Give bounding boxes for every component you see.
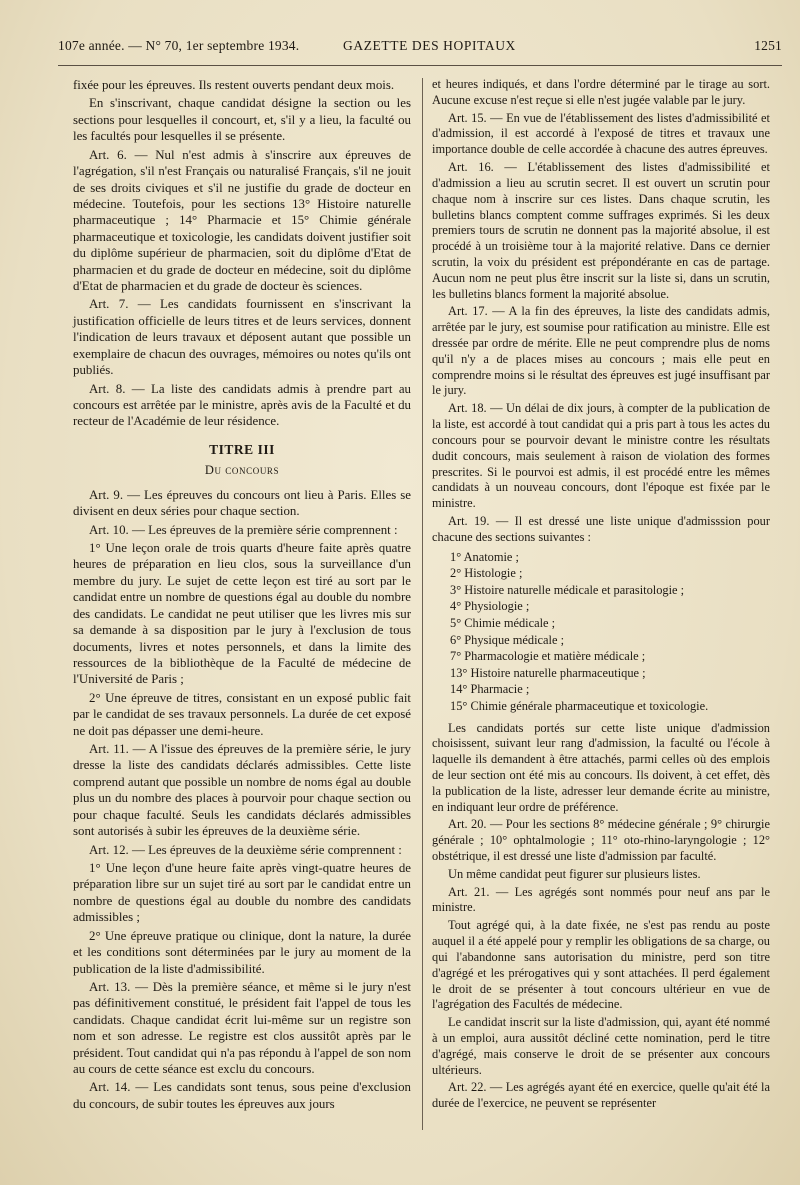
article-19: Art. 19. — Il est dressé une liste unique d'admisssion pour chacune des sections suivantes : <box>432 513 770 544</box>
paragraph: En s'inscrivant, chaque candidat désigne la section ou les sections pour lesquelles il concourt, et, s'il y a lieu, la faculté ou les facultés pour lesquelles il se présente. <box>73 96 411 144</box>
list-item: 2° Histologie ; <box>450 566 523 581</box>
sections-list <box>432 549 770 715</box>
paragraph: 2° Une épreuve pratique ou clinique, dont la nature, la durée et les conditions sont déterminées par le jury au moment de la publication de la liste d'admissibilité. <box>73 928 411 976</box>
column-divider <box>422 78 423 1130</box>
left-column <box>73 77 411 1114</box>
article-22: Art. 22. — Les agrégés ayant été en exercice, quelle qu'ait été la durée de l'exercice, ne peuvent se représenter <box>432 1080 770 1111</box>
article-8: Art. 8. — La liste des candidats admis à prendre part au concours est arrêtée par le ministre, après avis de la Faculté et du recteur de l'Académie de leur résidence. <box>73 381 411 429</box>
list-item: 5° Chimie médicale ; <box>450 615 556 630</box>
paragraph: et heures indiqués, et dans l'ordre déterminé par le tirage au sort. Aucune excuse n'est reçue si elle n'est jugée valable par le jury. <box>432 77 770 107</box>
list-item: 7° Pharmacologie et matière médicale ; <box>450 649 646 664</box>
article-9: Art. 9. — Les épreuves du concours ont lieu à Paris. Elles se divisent en deux séries pour chaque section. <box>73 487 411 519</box>
article-12: Art. 12. — Les épreuves de la deuxième série comprennent : <box>89 842 402 857</box>
header-rule <box>58 65 782 66</box>
list-item: 1° Anatomie ; <box>450 549 519 564</box>
paragraph: 1° Une leçon d'une heure faite après vingt-quatre heures de préparation libre sur un sujet tiré au sort par le candidat entre un nombre de questions égal au double du nombre des candidats admissibles ; <box>73 860 411 925</box>
paragraph: 1° Une leçon orale de trois quarts d'heure faite après quatre heures de préparation en lieu clos, sous la surveillance d'un membre du jury. Le sujet de cette leçon est tiré au sort par le candidat entre un nombre de questions égal au double du nombre des candidats. Le candidat ne peut utiliser que les livres mis sur sa demande à sa disposition par le jury à l'exclusion de tous documents, livres et notes personnels, et dans la limite des ressources de la bibliothèque de la Faculté de médecine de l'Université de Paris ; <box>73 540 411 687</box>
article-17: Art. 17. — A la fin des épreuves, la liste des candidats admis, arrêtée par le jury, est soumise pour ratification au ministre. Elle est dressée par ordre de mérite. Elle ne peut comprendre plus de noms qu'il n'y a de places mises au concours ; mais elle peut en comprendre moins si le résultat des épreuves est jugé insuffisant par le jury. <box>432 304 770 398</box>
issue-info: 107e année. — N° 70, 1er septembre 1934. <box>58 38 300 53</box>
list-item: 14° Pharmacie ; <box>450 682 530 697</box>
list-item: 4° Physiologie ; <box>450 599 530 614</box>
article-15: Art. 15. — En vue de l'établissement des listes d'admissibilité et d'admission, il est accordé à l'exposé de titres et travaux une importance double de celle accordée à chacune des autres épreuves. <box>432 110 770 157</box>
paragraph: 2° Une épreuve de titres, consistant en un exposé public fait par le candidat de ses travaux personnels. La durée de cet exposé ne doit pas dépasser une demi-heure. <box>73 690 411 738</box>
paragraph: Les candidats portés sur cette liste unique d'admission choisissent, suivant leur rang d'admission, la faculté ou l'école à laquelle ils demandent à être attachés, parmi celles où des emplois de leur section ont été mis au concours. Ils doivent, à cet effet, dès la publication de la liste, adresser leur demande écrite au ministre, en indiquant leur ordre de préférence. <box>432 720 770 814</box>
page-number: 1251 <box>754 38 782 53</box>
article-10: Art. 10. — Les épreuves de la première série comprennent : <box>89 522 398 537</box>
paragraph: Tout agrégé qui, à la date fixée, ne s'est pas rendu au poste auquel il a été appelé pour y remplir les obligations de sa charge, ou qui l'abandonne sans autorisation du ministre, perd son titre d'agrégé et les prérogatives qui y sont attachées. Il perd également le droit de se présenter à tout concours ultérieur en vue de l'agrégation des Facultés de médecine. <box>432 918 770 1012</box>
article-11: Art. 11. — A l'issue des épreuves de la première série, le jury dresse la liste des candidats déclarés admissibles. Cette liste comprend autant que possible un nombre de noms égal au double plus un du nombre des places à pourvoir pour chaque section ou pour chaque faculté. Seuls les candidats déclarés admissibles sont autorisés à subir les épreuves de la deuxième série. <box>73 742 411 839</box>
paragraph: fixée pour les épreuves. Ils restent ouverts pendant deux mois. <box>73 78 395 92</box>
article-21: Art. 21. — Les agrégés sont nommés pour neuf ans par le ministre. <box>432 884 770 915</box>
list-item: 6° Physique médicale ; <box>450 632 565 647</box>
section-subtitle: Du concours <box>204 463 280 478</box>
right-column <box>432 77 770 1114</box>
article-14: Art. 14. — Les candidats sont tenus, sous peine d'exclusion du concours, de subir toutes les épreuves aux jours <box>73 1080 411 1111</box>
article-18: Art. 18. — Un délai de dix jours, à compter de la publication de la liste, est accordé à tout candidat qui a pris part à tous les actes du concours pour se pourvoir devant le ministre contre les résultats dudit concours, mais seulement à raison de violation des formes prescrites. Si le pourvoi est admis, il est procédé entre les mêmes candidats à un nouveau concours, dont l'époque est fixée par le ministre. <box>432 401 770 511</box>
article-6: Art. 6. — Nul n'est admis à s'inscrire aux épreuves de l'agrégation, s'il n'est Français ou naturalisé Français, s'il ne jouit de ses droits civiques et s'il ne justifie du grade de docteur en médecine. Toutefois, pour les sections 13° Histoire naturelle pharmaceutique ; 14° Pharmacie et 15° Chimie générale pharmaceutique et toxicologie, les candidats doivent justifier soit du diplôme supérieur de pharmacien, soit du diplôme d'Etat de pharmacien et du grade de docteur en médecine, soit du diplôme d'Etat de pharmacien et du grade de docteur ès sciences. <box>73 147 411 294</box>
paragraph: Un même candidat peut figurer sur plusieurs listes. <box>448 866 701 881</box>
article-7: Art. 7. — Les candidats fournissent en s'inscrivant la justification officielle de leurs titres et de leurs services, donnent l'indication de leurs travaux et déposent autant que possible un exemplaire de chacun des ouvrages, mémoires ou notes qu'ils ont publiés. <box>73 297 411 378</box>
article-13: Art. 13. — Dès la première séance, et même si le jury n'est pas définitivement constitué, le président fait l'appel de tous les candidats. Chaque candidat écrit lui-même sur un registre son nom et son adresse. Le registre est clos aussitôt après par le président. Tout candidat qui n'a pas répondu à l'appel de son nom au cours de cette séance est exclu du concours. <box>73 979 411 1077</box>
list-item: 13° Histoire naturelle pharmaceutique ; <box>450 665 646 680</box>
article-16: Art. 16. — L'établissement des listes d'admissibilité et d'admission a lieu au scrutin secret. Il est ouvert un scrutin pour chaque nom à inscrire sur ces listes. Dans chaque scrutin, les bulletins blancs comptent comme suffrages exprimés. Si les deux premiers tours de scrutin ne donnent pas la majorité absolue, il est procédé à un troisième tour à la majorité relative. Dans ce dernier scrutin, la voix du président est prépondérante en cas de partage. Aucun nom ne peut plus être inscrit sur la liste si, dans un scrutin, les bulletins blancs forment la majorité absolue. <box>432 160 770 301</box>
article-20: Art. 20. — Pour les sections 8° médecine générale ; 9° chirurgie générale ; 10° ophtalmologie ; 11° oto-rhino-laryngologie ; 12° obstétrique, il est dressé une liste d'admission par faculté. <box>432 817 770 863</box>
list-item: 3° Histoire naturelle médicale et parasitologie ; <box>450 582 685 597</box>
page-header <box>58 38 782 60</box>
journal-title: GAZETTE DES HOPITAUX <box>343 38 516 53</box>
section-title: TITRE III <box>209 441 275 457</box>
paragraph: Le candidat inscrit sur la liste d'admission, qui, ayant été nommé à un emploi, aura aussitôt décliné cette nomination, perd le titre d'agrégé, mais conserve le droit de se présenter aux concours ultérieurs. <box>432 1015 770 1077</box>
list-item: 15° Chimie générale pharmaceutique et toxicologie. <box>450 698 709 713</box>
